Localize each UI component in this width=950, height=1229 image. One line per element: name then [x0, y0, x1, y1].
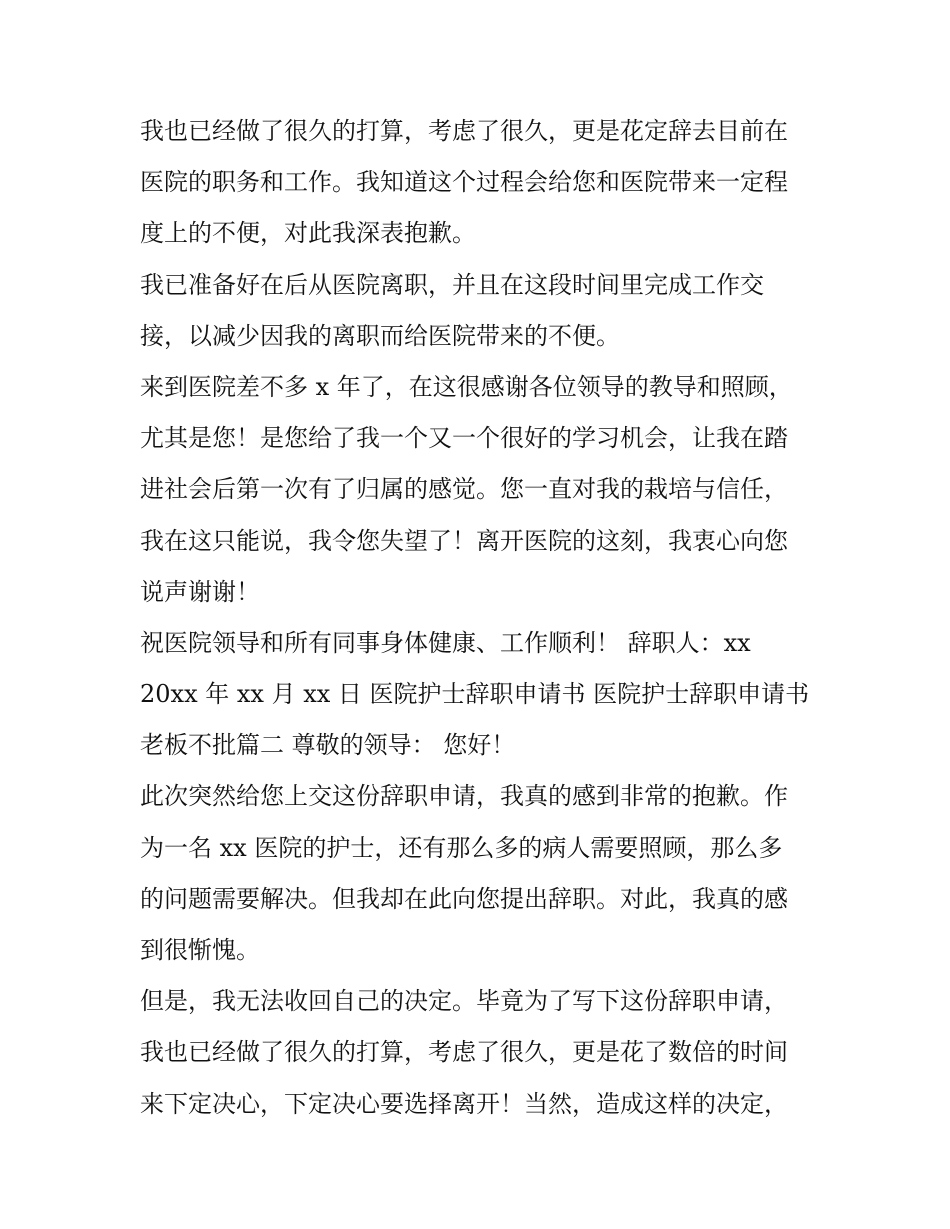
- text-line: 20xx 年 xx 月 xx 日 医院护士辞职申请书 医院护士辞职申请书: [140, 680, 810, 709]
- text-line: 我已准备好在后从医院离职，并且在这段时间里完成工作交: [140, 270, 764, 299]
- text-line: 的问题需要解决。但我却在此向您提出辞职。对此，我真的感: [140, 884, 788, 913]
- text-line: 医院的职务和工作。我知道这个过程会给您和医院带来一定程: [140, 168, 788, 197]
- text-line: 到很惭愧。: [140, 936, 260, 964]
- text-line: 进社会后第一次有了归属的感觉。您一直对我的栽培与信任，: [140, 475, 788, 504]
- text-line: 我也已经做了很久的打算，考虑了很久，更是花了数倍的时间: [140, 1038, 788, 1067]
- text-line: 来到医院差不多 x 年了，在这很感谢各位领导的教导和照顾，: [140, 372, 793, 401]
- text-line: 说声谢谢！: [140, 577, 260, 606]
- text-line: 尤其是您！是您给了我一个又一个很好的学习机会，让我在踏: [140, 424, 788, 453]
- text-line: 为一名 xx 医院的护士，还有那么多的病人需要照顾，那么多: [140, 833, 783, 862]
- text-line: 但是，我无法收回自己的决定。毕竟为了写下这份辞职申请，: [140, 987, 788, 1016]
- text-line: 来下定决心，下定决心要选择离开！当然，造成这样的决定，: [140, 1089, 788, 1118]
- text-line: 老板不批篇二 尊敬的领导： 您好！: [140, 731, 516, 760]
- document-body: [140, 106, 830, 1130]
- text-line: 祝医院领导和所有同事身体健康、工作顺利！ 辞职人：xx: [140, 628, 751, 657]
- text-line: 我也已经做了很久的打算，考虑了很久，更是花定辞去目前在: [140, 117, 788, 145]
- text-line: 我在这只能说，我令您失望了！离开医院的这刻，我衷心向您: [140, 526, 788, 555]
- text-line: 度上的不便，对此我深表抱歉。: [140, 219, 476, 248]
- text-line: 接，以减少因我的离职而给医院带来的不便。: [140, 321, 620, 350]
- text-line: 此次突然给您上交这份辞职申请，我真的感到非常的抱歉。作: [140, 782, 788, 811]
